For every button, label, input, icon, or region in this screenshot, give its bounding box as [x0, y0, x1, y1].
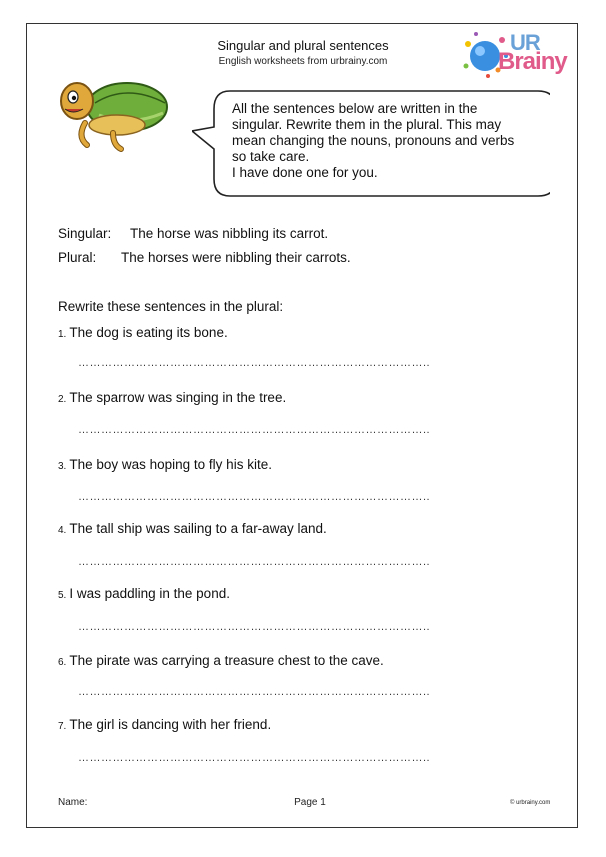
- turtle-mascot-icon: [55, 75, 170, 155]
- question-text: The dog is eating its bone.: [69, 325, 228, 340]
- answer-line-3[interactable]: ………………………………………………………………………………..: [78, 491, 431, 503]
- instructions-text: [232, 101, 532, 181]
- example-plural-label: Plural:: [58, 250, 97, 265]
- example-singular-label: Singular:: [58, 226, 112, 241]
- answer-line-1[interactable]: ………………………………………………………………………………..: [78, 357, 431, 369]
- answer-line-2[interactable]: ………………………………………………………………………………..: [78, 424, 431, 436]
- question-4: [58, 521, 327, 536]
- instruction-line: All the sentences below are written in the: [232, 101, 478, 116]
- instruction-line: I have done one for you.: [232, 165, 378, 180]
- instruction-line: so take care.: [232, 149, 310, 164]
- example-singular-text: The horse was nibbling its carrot.: [130, 226, 329, 241]
- question-1: [58, 325, 228, 340]
- question-number: 6.: [58, 657, 67, 668]
- answer-line-5[interactable]: ………………………………………………………………………………..: [78, 621, 431, 633]
- question-6: [58, 653, 384, 668]
- question-number: 5.: [58, 590, 67, 601]
- question-2: [58, 390, 286, 405]
- question-text: The boy was hoping to fly his kite.: [69, 457, 272, 472]
- example-plural-text: The horses were nibbling their carrots.: [121, 250, 351, 265]
- question-number: 2.: [58, 394, 67, 405]
- question-text: The tall ship was sailing to a far-away land.: [69, 521, 327, 536]
- rewrite-prompt: Rewrite these sentences in the plural:: [58, 299, 284, 314]
- instruction-line: singular. Rewrite them in the plural. This may: [232, 117, 502, 132]
- question-number: 1.: [58, 329, 67, 340]
- answer-line-7[interactable]: ………………………………………………………………………………..: [78, 752, 431, 764]
- question-number: 4.: [58, 525, 67, 536]
- page-number: Page 1: [294, 797, 326, 808]
- worksheet-title: Singular and plural sentences: [217, 38, 389, 53]
- answer-line-6[interactable]: ………………………………………………………………………………..: [78, 686, 431, 698]
- question-text: The pirate was carrying a treasure chest to the cave.: [69, 653, 384, 668]
- logo-ur-text: UR: [510, 30, 540, 55]
- answer-line-4[interactable]: ………………………………………………………………………………..: [78, 556, 431, 568]
- question-3: [58, 457, 272, 472]
- name-label: Name:: [58, 797, 88, 808]
- logo-brainy-text: Brainy: [498, 48, 567, 75]
- question-number: 3.: [58, 461, 67, 472]
- question-7: [58, 717, 271, 732]
- question-5: [58, 586, 230, 601]
- worksheet-subtitle: English worksheets from urbrainy.com: [218, 56, 388, 67]
- copyright: © urbrainy.com: [510, 800, 551, 806]
- question-number: 7.: [58, 721, 67, 732]
- instruction-line: mean changing the nouns, pronouns and verbs: [232, 133, 515, 148]
- question-text: The sparrow was singing in the tree.: [69, 390, 287, 405]
- question-text: I was paddling in the pond.: [69, 586, 230, 601]
- question-text: The girl is dancing with her friend.: [69, 717, 272, 732]
- urbrainy-logo: [458, 26, 578, 82]
